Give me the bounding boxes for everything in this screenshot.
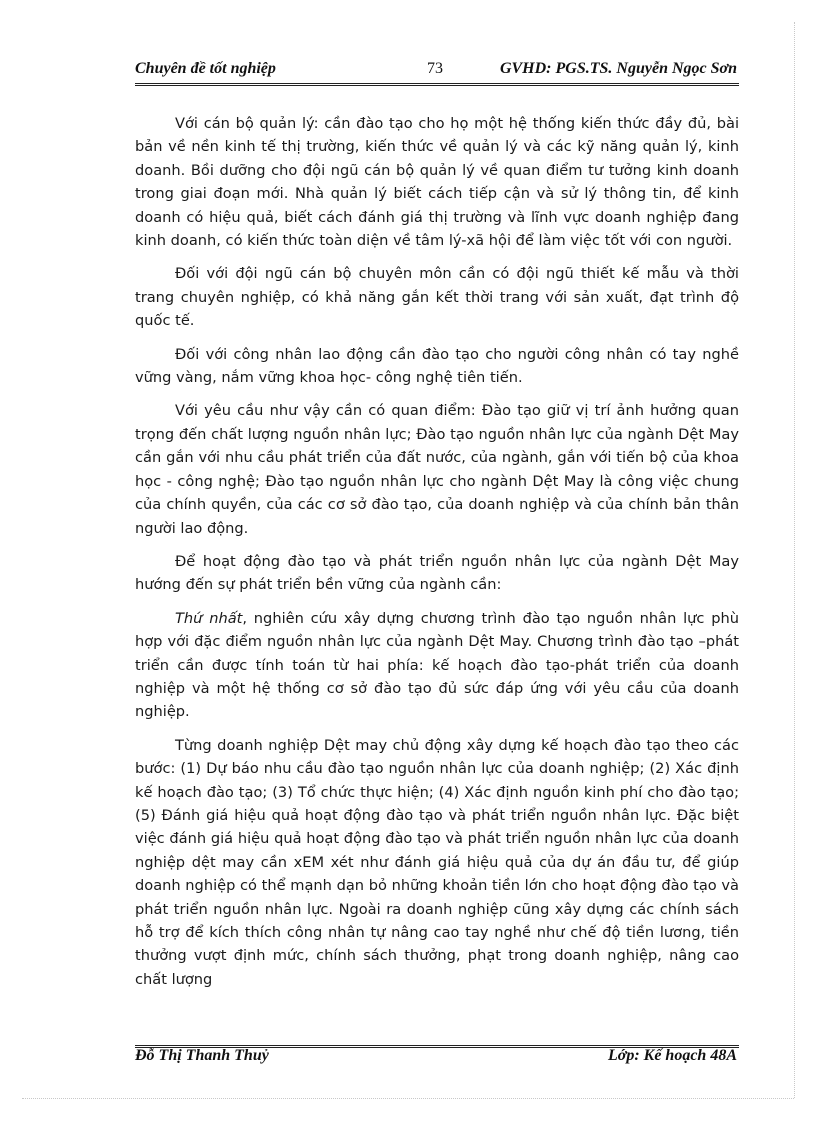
- footer-author: Đỗ Thị Thanh Thuỷ: [135, 1047, 269, 1064]
- paragraph-steps: Từng doanh nghiệp Dệt may chủ động xây dựng kế hoạch đào tạo theo các bước: (1) Dự báo nhu cầu đào tạo nguồn nhân lực của doanh nghiệp; (2) Xác định kế hoạch đào tạo; (3) Tổ chức thực hiện; (4) Xác định nguồn kinh phí cho đào tạo; (5) Đánh giá hiệu quả hoạt động đào tạo và phát triển nguồn nhân lực. Đặc biệt việc đánh giá hiệu quả hoạt động đào tạo và phát triển nguồn nhân lực của doanh nghiệp dệt may cần xEM xét như đánh giá hiệu quả của dự án đầu tư, để giúp doanh nghiệp có thể mạnh dạn bỏ những khoản tiền lớn cho hoạt động đào tạo và phát triển nguồn nhân lực. Ngoài ra doanh nghiệp cũng xây dựng các chính sách hỗ trợ để kích thích công nhân tự nâng cao tay nghề như chế độ tiền lương, tiền thưởng vượt định mức, chính sách thưởng, phạt trong doanh nghiệp, nâng cao chất lượng: [135, 736, 739, 988]
- page-header: [135, 60, 737, 84]
- page-number: 73: [427, 60, 443, 77]
- body-text: [135, 112, 739, 1001]
- paragraph-sustainable: Để hoạt động đào tạo và phát triển nguồn nhân lực của ngành Dệt May hướng đến sự phát triển bền vững của ngành cần:: [135, 552, 739, 594]
- paragraph-first-text: , nghiên cứu xây dựng chương trình đào tạo nguồn nhân lực phù hợp với đặc điểm nguồn nhân lực của ngành Dệt May. Chương trình đào tạo –phát triển cần được tính toán từ hai phía: kế hoạch đào tạo-phát triển của doanh nghiệp và một hệ thống cơ sở đào tạo đủ sức đáp ứng với yêu cầu của doanh nghiệp.: [135, 609, 739, 721]
- paragraph-specialists: Đối với đội ngũ cán bộ chuyên môn cần có đội ngũ thiết kế mẫu và thời trang chuyên nghiệp, có khả năng gắn kết thời trang với sản xuất, đạt trình độ quốc tế.: [135, 265, 739, 330]
- page-footer: [135, 1047, 737, 1069]
- paragraph-viewpoint: Với yêu cầu như vậy cần có quan điểm: Đào tạo giữ vị trí ảnh hưởng quan trọng đến chất lượng nguồn nhân lực; Đào tạo nguồn nhân lực của ngành Dệt May cần gắn với nhu cầu phát triển của đất nước, của ngành, gắn với tiến bộ của khoa học - công nghệ; Đào tạo nguồn nhân lực cho ngành Dệt May là công việc chung của chính quyền, của các cơ sở đào tạo, của doanh nghiệp và của chính bản thân người lao động.: [135, 402, 739, 537]
- page-border-bottom: [22, 1098, 794, 1099]
- paragraph-first: [135, 607, 739, 724]
- paragraph-workers: Đối với công nhân lao động cần đào tạo cho người công nhân có tay nghề vững vàng, nắm vững khoa học- công nghệ tiên tiến.: [135, 345, 739, 387]
- paragraph-managers: Với cán bộ quản lý: cần đào tạo cho họ một hệ thống kiến thức đầy đủ, bài bản về nền kinh tế thị trường, kiến thức về quản lý và các kỹ năng quản lý, kinh doanh. Bồi dưỡng cho đội ngũ cán bộ quản lý về quan điểm tư tưởng kinh doanh trong giai đoạn mới. Nhà quản lý biết cách tiếp cận và sử lý thông tin, để kinh doanh có hiệu quả, biết cách đánh giá thị trường và lĩnh vực doanh nghiệp đang kinh doanh, có kiến thức toàn diện về tâm lý-xã hội để làm việc tốt với con người.: [135, 115, 739, 250]
- footer-class: Lớp: Kế hoạch 48A: [607, 1047, 737, 1064]
- header-advisor: GVHD: PGS.TS. Nguyễn Ngọc Sơn: [499, 60, 737, 77]
- paragraph-first-lead: Thứ nhất: [175, 609, 243, 627]
- header-rule: [135, 83, 739, 86]
- page-border-right: [794, 22, 795, 1098]
- header-title: Chuyên đề tốt nghiệp: [135, 60, 276, 77]
